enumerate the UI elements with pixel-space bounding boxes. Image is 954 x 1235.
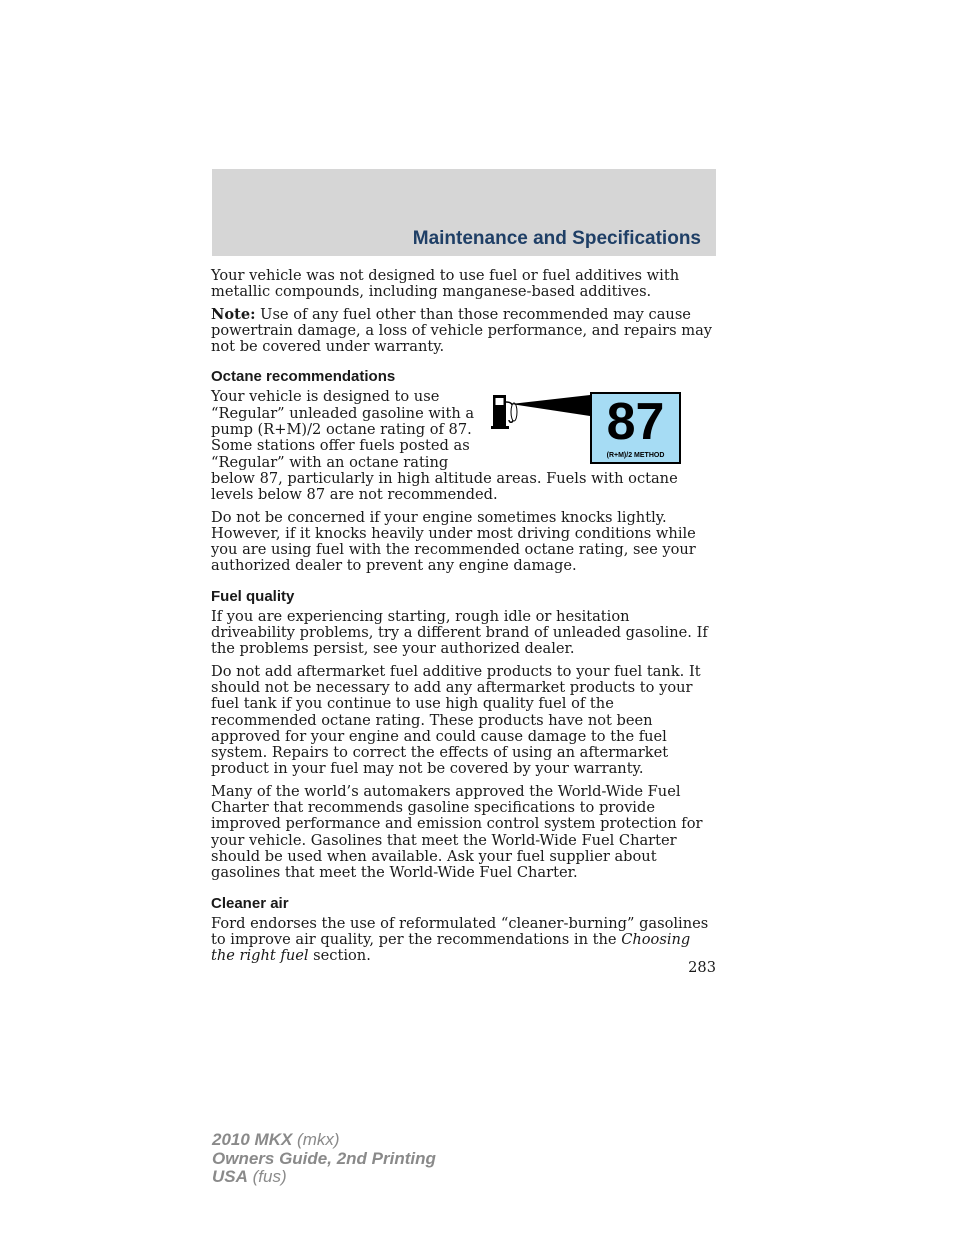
octane-label-figure [491,392,686,468]
fuel-quality-paragraph-3: Many of the world’s automakers approved the World-Wide Fuel Charter that recommends gasoline specifications to provide improved performance and emission control system protection for your vehicle. Gasolines that meet the World-Wide Fuel Charter should be used when available. Ask your fuel supplier about gasolines that meet the World-Wide Fuel Charter. [211,782,703,882]
octane-paragraph-1: Your vehicle is designed to use “Regular” unleaded gasoline with a pump (R+M)/2 octane rating of 87. Some stations offer fuels posted as “Regular” with an octane rating below 87, particularly in high altitude areas. Fuels with octane levels below 87 are not recommended. [211,388,678,504]
section-header-band [212,169,716,256]
footer-line-model [212,1131,436,1150]
footer-line-edition [212,1150,436,1169]
footer-model: 2010 MKX [212,1130,293,1149]
page-number: 283 [688,959,716,976]
footer-line-market [212,1168,436,1187]
footer-market: USA [212,1167,248,1186]
cleaner-air-heading: Cleaner air [211,894,289,912]
cleaner-air-paragraph [211,916,717,965]
footer-market-code: (fus) [247,1167,287,1186]
octane-paragraph-2: Do not be concerned if your engine sometimes knocks lightly. However, if it knocks heavily under most driving conditions while you are using fuel with the recommended octane rating, see your authorized dealer to prevent any engine damage. [211,508,696,575]
octane-number: 87 [606,393,665,452]
page-content [211,268,717,970]
footer-edition: Owners Guide, 2nd Printing [212,1148,436,1168]
note-paragraph [211,307,717,356]
cleaner-air-text-before: Ford endorses the use of reformulated “cleaner-burning” gasolines to improve air quality, per the recommendations in the [211,914,709,948]
octane-method-text: (R+M)/2 METHOD [606,452,665,460]
fuel-quality-paragraph-2: Do not add aftermarket fuel additive products to your fuel tank. It should not be necessary to add any aftermarket products to your fuel tank if you continue to use high quality fuel of the recommended octane rating. These products have not been approved for your engine and could cause damage to the fuel system. Repairs to correct the effects of using an aftermarket product in your fuel may not be covered by your warranty. [211,662,701,778]
note-text: Use of any fuel other than those recommended may cause powertrain damage, a loss of vehicle performance, and repairs may not be covered under warranty. [211,305,713,356]
fuel-quality-heading: Fuel quality [211,587,295,605]
note-label: Note: [211,305,256,323]
section-title: Maintenance and Specifications [412,228,701,249]
cleaner-air-text-after: section. [308,947,371,965]
footer-model-code: (mkx) [292,1130,340,1149]
octane-rating-label [590,392,681,464]
fuel-quality-paragraph-1: If you are experiencing starting, rough idle or hesitation driveability problems, try a different brand of unleaded gasoline. If the problems persist, see your authorized dealer. [211,607,708,658]
cross-reference-link[interactable]: Choosing the right fuel [211,930,691,965]
octane-heading: Octane recommendations [211,368,396,386]
intro-paragraph: Your vehicle was not designed to use fuel or fuel additives with metallic compounds, including manganese-based additives. [211,267,680,301]
document-footer [212,1131,436,1187]
